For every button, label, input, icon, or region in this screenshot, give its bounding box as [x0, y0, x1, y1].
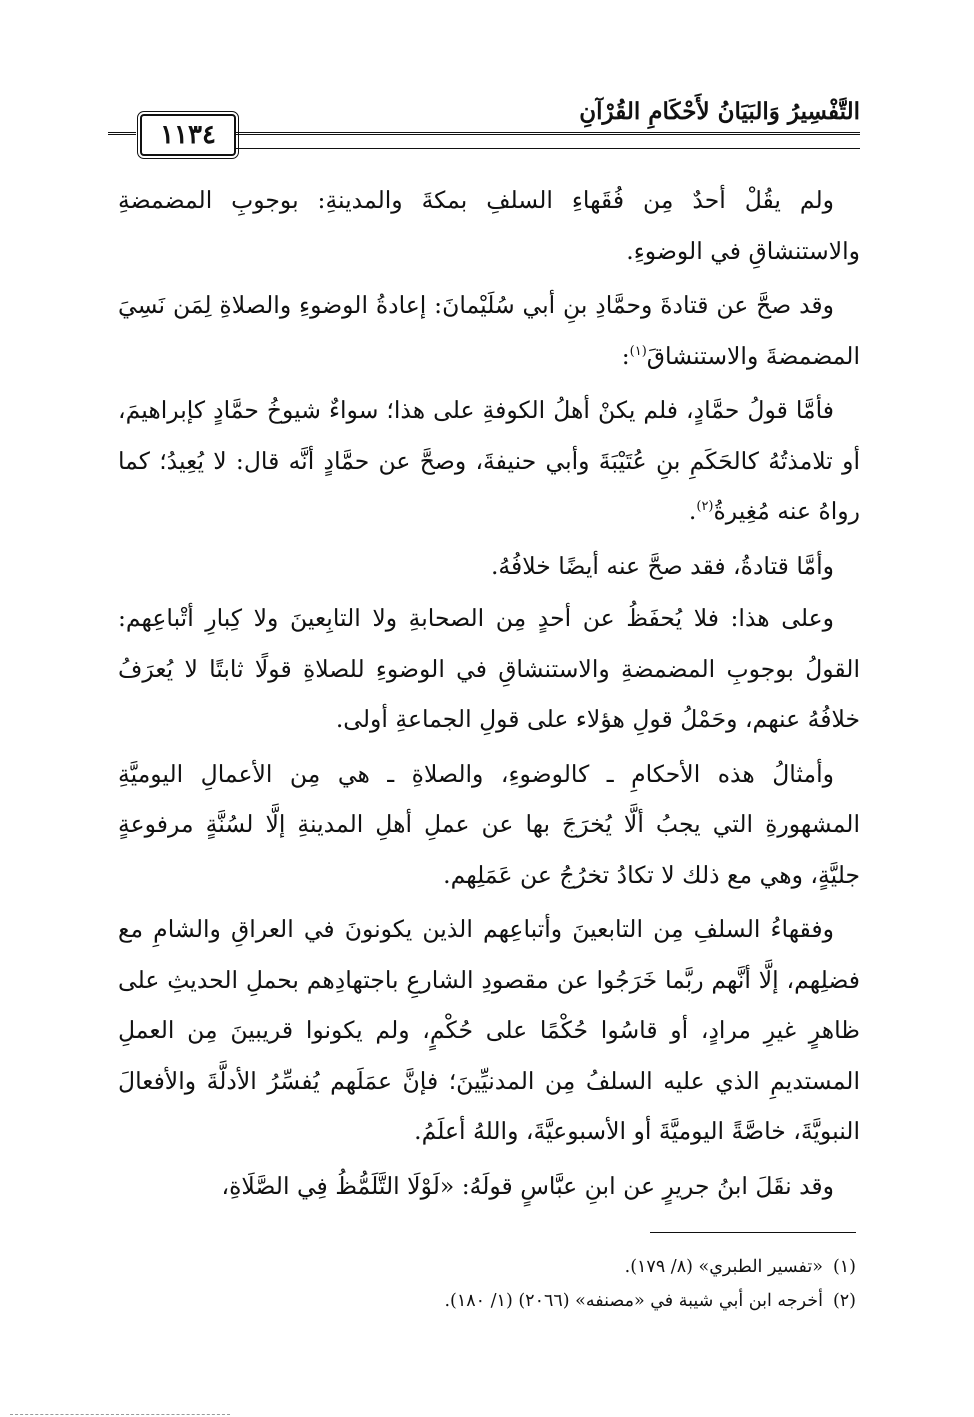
- paragraph-4: [118, 541, 860, 592]
- paragraph-6-text: وأمثالُ هذه الأحكامِ ـ كالوضوءِ، والصلاةِ ـ هي مِن الأعمالِ اليوميَّةِ المشهورةِ التي يجبُ ألَّا يُخرَجَ بها عن عملِ أهلِ المدينةِ إلَّا لسُنَّةٍ مرفوعةٍ جليَّةٍ، وهي مع ذلك لا تكادُ تخرُجُ عن عَمَلِهم.: [118, 759, 860, 889]
- paragraph-7-text: وفقهاءُ السلفِ مِن التابعينَ وأتباعِهم الذين يكونونَ في العراقِ والشامِ مع فضلِهم، إلَّا أنَّهم ربَّما خَرَجُوا عن مقصودِ الشارعِ باجتهادِهم بحملِ الحديثِ على ظاهرٍ غيرِ مرادٍ، أو قاسُوا حُكْمًا على حُكْمٍ، ولم يكونوا قريبينَ مِن العملِ المستديمِ الذي عليه السلفُ مِن المدنيِّينَ؛ فإنَّ عمَلَهم يُفسِّرُ الأدلَّةَ والأفعالَ النبويَّةَ، خاصَّةً اليوميَّةَ أو الأسبوعيَّةَ، واللهُ أعلَمُ.: [118, 915, 860, 1145]
- running-title: التَّفْسِيرُ وَالبَيَانُ لأَحْكَامِ القُرْآنِ: [579, 98, 860, 125]
- scan-edge-mark: [10, 1414, 230, 1415]
- footnote-2: [114, 1284, 856, 1318]
- page-header: [120, 98, 860, 162]
- paragraph-4-text: وأمَّا قتادةُ، فقد صحَّ عنه أيضًا خلافُهُ.: [490, 551, 834, 580]
- page-number: ١١٣٤: [160, 120, 216, 150]
- footnote-1: [114, 1250, 856, 1284]
- footnote-ref-2[interactable]: (٢): [696, 499, 714, 515]
- paragraph-5-text: وعلى هذا: فلا يُحفَظُ عن أحدٍ مِن الصحابةِ ولا التابِعينَ ولا كِبارِ أتْباعِهم: القولُ بوجوبِ المضمضةِ والاستنشاقِ في الوضوءِ للصلاةِ قولًا ثابتًا لا يُعرَفُ خلافُهُ عنهم، وحَمْلُ قولِ هؤلاء على قولِ الجماعةِ أولى.: [118, 604, 860, 733]
- paragraph-6: [118, 749, 860, 901]
- main-text: [118, 175, 860, 1215]
- paragraph-8-text: وقد نقَلَ ابنُ جريرٍ عن ابنِ عبَّاسٍ قولَهُ: «لَوْلَا التَّلَمُّظُ فِي الصَّلَاةِ،: [221, 1171, 834, 1200]
- paragraph-2-end: :: [621, 341, 630, 370]
- paragraph-3-end: .: [688, 497, 697, 525]
- footnote-ref-1[interactable]: (١): [629, 343, 647, 359]
- paragraph-1-text: ولم يقُلْ أحدٌ مِن فُقَهاءِ السلفِ بمكةَ والمدينةِ: بوجوبِ المضمضةِ والاستنشاقِ في الوضوءِ.: [118, 186, 860, 265]
- paragraph-3: [118, 385, 860, 537]
- paragraph-1: [118, 175, 860, 276]
- footnote-1-text: «تفسير الطبري» (٨/ ١٧٩).: [624, 1257, 823, 1277]
- footnotes: [114, 1250, 856, 1318]
- paragraph-8: [118, 1161, 860, 1212]
- footnote-separator: [650, 1232, 856, 1233]
- paragraph-2-text: وقد صحَّ عن قتادةَ وحمَّادِ بنِ أبي سُلَيْمانَ: إعادةُ الوضوءِ والصلاةِ لِمَن نَسِيَ المضمضةَ والاستنشاقَ: [118, 291, 860, 370]
- paragraph-5: [118, 593, 860, 745]
- footnote-2-number: (٢): [832, 1291, 856, 1311]
- paragraph-2: [118, 280, 860, 381]
- footnote-2-text: أخرجه ابن أبي شيبة في «مصنفه» (٢٠٦٦) (١/ ١٨٠).: [444, 1291, 823, 1311]
- page-number-rule-tail: [108, 132, 136, 135]
- footnote-1-number: (١): [832, 1257, 856, 1277]
- header-double-rule: [235, 132, 860, 135]
- paragraph-3-text: فأمَّا قولُ حمَّادٍ، فلم يكنْ أهلُ الكوفةِ على هذا؛ سواءٌ شيوخُ حمَّادٍ كإبراهيمَ، أو تلامذتُهُ كالحَكَمِ بنِ عُتَيْبَةَ وأبي حنيفةَ، وصحَّ عن حمَّادٍ أنَّه قال: لا يُعِيدُ؛ كما رواهُ عنه مُغِيرةُ: [118, 396, 860, 525]
- page-number-frame: [140, 114, 236, 156]
- paragraph-7: [118, 904, 860, 1157]
- header-thin-rule: [235, 148, 860, 149]
